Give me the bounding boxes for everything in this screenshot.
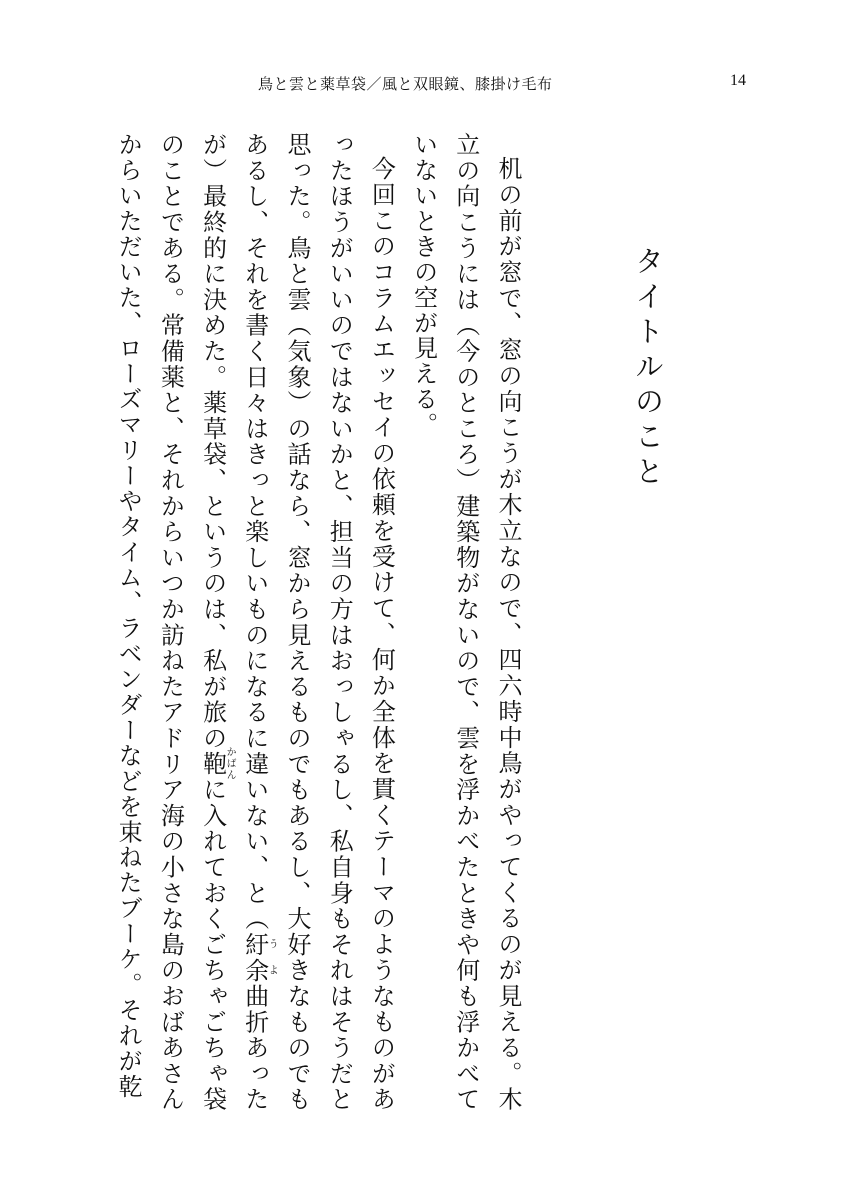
body-text (107, 132, 529, 1112)
ruby-kaban-reading: かばん (224, 746, 236, 782)
paragraph-2-text-b: 曲折あったが）最終的に決めた。薬草袋、というのは、私が旅の (198, 132, 269, 1113)
ruby-uyo (240, 931, 278, 984)
chapter-title: タイトルのこと (631, 246, 665, 491)
running-header: 鳥と雲と薬草袋／風と双眼鏡、膝掛け毛布 (258, 75, 553, 93)
page-number: 14 (730, 72, 746, 89)
ruby-kaban (198, 746, 236, 782)
paragraph-2-text: 今回このコラムエッセイの依頼を受けて、何か全体を貫くテーマのようなものがあったほうがいいのではないかと、担当の方はおっしゃるし、私自身もそれはそうだと思った。鳥と雲（気象）の話なら、窓から見えるものでもあるし、大好きなものでもあるし、それを書く日々はきっと楽しいものになるに違いない、と（ (240, 132, 396, 1112)
paragraph-2-text-c: に入れておくごちゃごちゃ袋のことである。常備薬と、それからいつか訪ねたアドリア海の小さな島のおばあさんからいただいた、ローズマリーやタイム、ラベンダーなどを束ねたブーケ。それが乾 (114, 132, 227, 1112)
ruby-kaban-base: 鞄 (198, 746, 227, 782)
paragraph-1: 机の前が窓で、窓の向こうが木立なので、四六時中鳥がやってくるのが見える。木立の向こうには（今のところ）建築物がないので、雲を浮かべたときや何も浮かべていないときの空が見える。 (409, 132, 522, 1112)
ruby-uyo-base: 紆余 (240, 931, 269, 984)
paragraph-2 (107, 132, 402, 1112)
ruby-uyo-reading: うよ (266, 931, 278, 983)
